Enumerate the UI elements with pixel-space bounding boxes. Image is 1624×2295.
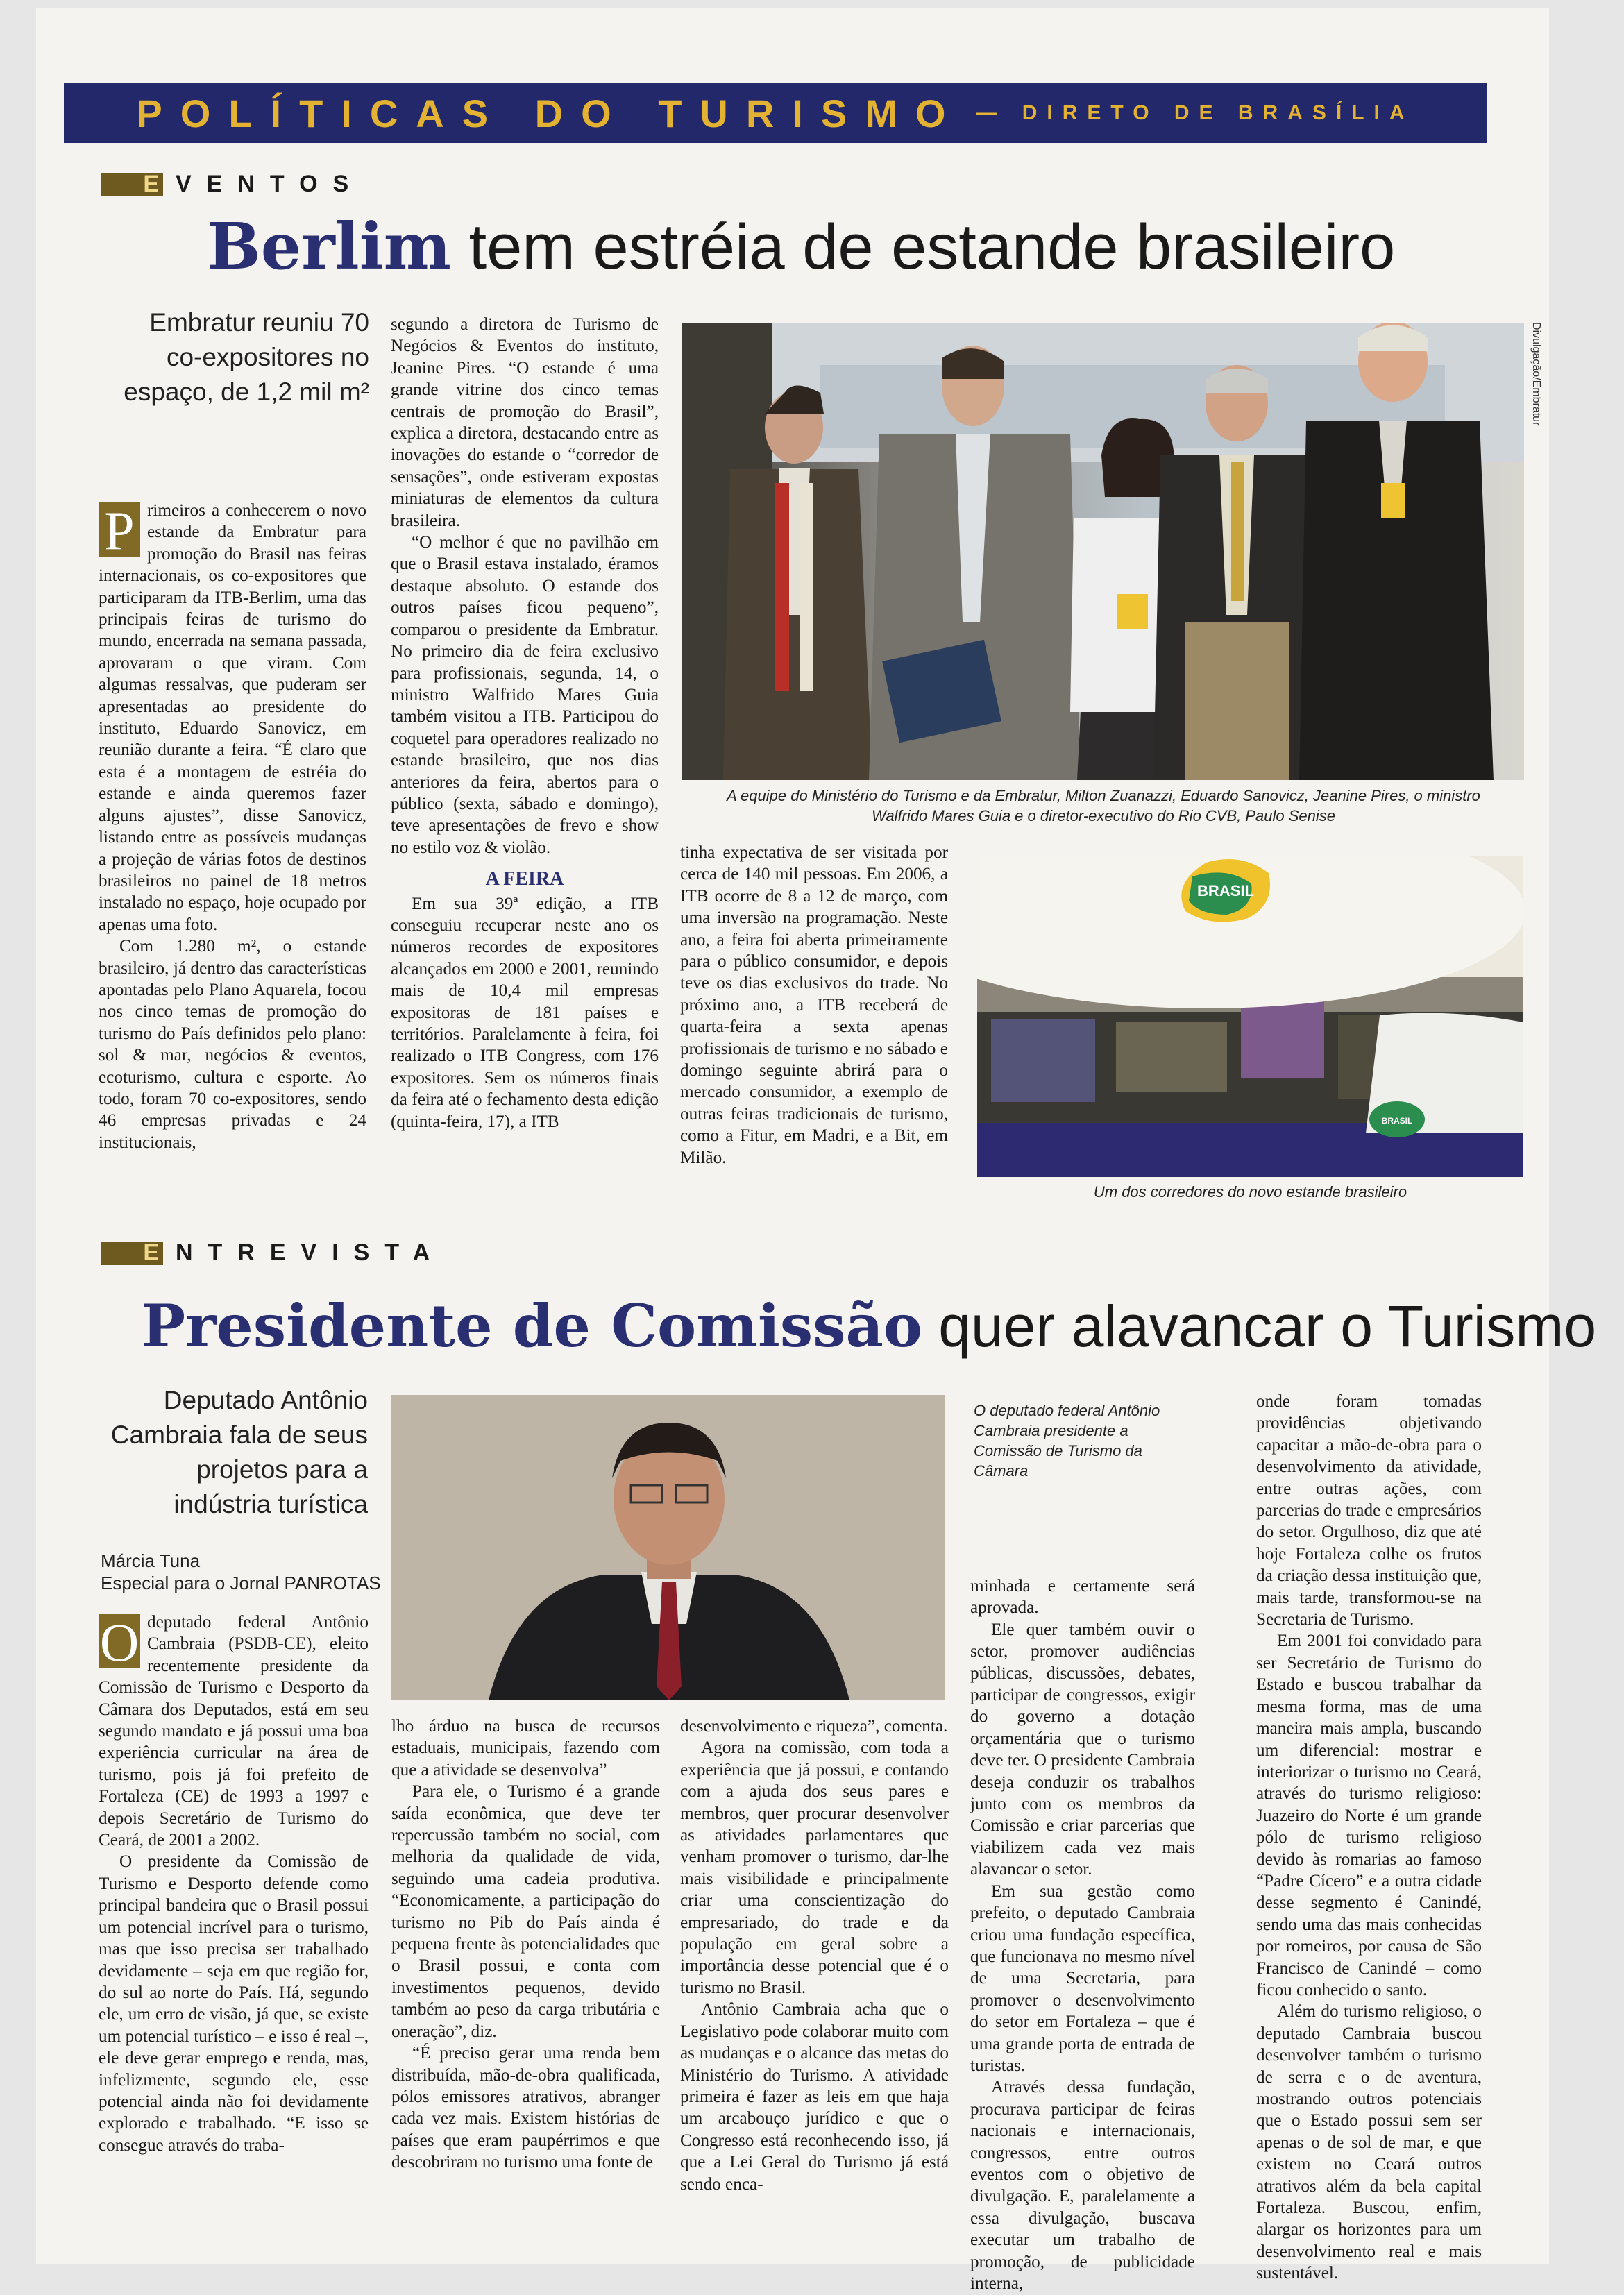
article1-deck: Embratur reuniu 70 co-expositores no espaço, de 1,2 mil m² [124, 308, 369, 406]
photo2-caption: Um dos corredores do novo estande brasileiro [1093, 1183, 1407, 1201]
headline-rest: quer alavancar o Turismo [922, 1294, 1597, 1359]
article2-col4: minhada e certamente será aprovada. Ele quer também ouvir o setor, promover audiências públicas, discussões, debates, participar de congressos, exigir do governo a dotação orçamentária que o turismo deve ter. O presidente Cambraia deseja conduzir os trabalhos junto com os membros da Comissão e criar parcerias que viabilizem cada vez mais alavancar o setor. Em sua gestão como prefeito, o deputado Cambraia criou uma fundação específica, que funcionava no mesmo nível de uma Secretaria, para promover o desenvolvimento do setor em Fortaleza – que é uma grande porta de entrada de turistas. Através dessa fundação, procurava participar de feiras nacionais e internacionais, congressos, entre outros eventos com o objetivo de divulgação. E, paralelamente a essa divulgação, buscava executar um trabalho de promoção, de publicidade interna, [970, 1577, 1195, 2293]
headline-bold: Presidente de Comissão [142, 1292, 922, 1360]
article2-col2: lho árduo na busca de recursos estaduais, municipais, fazendo com que a atividade se desenvolva” Para ele, o Turismo é a grande saída econômica, que deve ter repercussão também no social, com melhoria da qualidade de vida, seguindo uma cadeia produtiva. “Economicamente, a participação do turismo no Pib do País ainda é pequena frente às potencialidades que o Brasil possui, e conta com investimentos pequenos, devido também ao peso da carga tributária e oneração”, diz. “É preciso gerar uma renda bem distribuída, mão-de-obra qualificada, pólos emissores atrativos, abranger cada vez mais. Existem histórias de países que eram paupérrimos e que descobriram no turismo uma fonte de [391, 1717, 660, 2172]
article2-headline [142, 1288, 1596, 1364]
author-role: Especial para o Jornal PANROTAS [101, 1573, 381, 1593]
article2-col5: onde foram tomadas providências objetivando capacitar a mão-de-obra para o desenvolvimento da atividade, entre outras ações, com parcerias do trade e empresários do setor. Orgulhoso, diz que até hoje Fortaleza colhe os frutos da criação dessa instituição que, mais tarde, transformou-se na Secretaria de Turismo. Em 2001 foi convidado para ser Secretário de Turismo do Estado e buscou trabalhar da mesma forma, mas de uma maneira mais ampla, buscando um diferencial: mostrar e interiorizar o turismo no Ceará, através do turismo religioso: Juazeiro do Norte é um grande pólo de turismo religioso devido às romarias ao famoso “Padre Cícero” e a outra cidade desse segmento é Canindé, sendo uma das mais conhecidas por romeiros, por causa de São Francisco de Canindé – como ficou conhecido o santo. Além do turismo religioso, o deputado Cambraia buscou desenvolver também o turismo de serra e o de aventura, mostrando outros potenciais que o Estado possui sem ser apenas o de sol de mar, e que existem no Ceará outros atrativos além da bela capital Fortaleza. Buscou, enfim, alargar os horizontes para um desenvolvimento real e mais sustentável. [1256, 1392, 1482, 2283]
photo-stand-corridor [977, 856, 1523, 1177]
banner-subtitle: — DIRETO DE BRASÍLIA [976, 101, 1414, 124]
subhead-a-feira: A FEIRA [485, 868, 564, 890]
section-tag-eventos [101, 171, 364, 198]
article2-deck: Deputado Antônio Cambraia fala de seus projetos para a indústria turística [110, 1386, 368, 1518]
section-tag-label: NTREVISTA [176, 1239, 446, 1266]
byline [101, 1550, 381, 1594]
section-banner [64, 83, 1487, 143]
photo-credit: Divulgação/Embratur [1530, 322, 1542, 426]
counter-logo: BRASIL [1381, 1116, 1413, 1126]
article1-headline [207, 208, 1395, 285]
article2-col1: O deputado federal Antônio Cambraia (PSDB-CE), eleito recentemente presidente da Comissão de Turismo e Desporto da Câmara dos Deputados, está em seu segundo mandato e já possui uma boa experiência curricular na área de turismo, pois já foi prefeito de Fortaleza (CE) de 1993 a 1997 e depois Secretário de Turismo do Ceará, de 2001 a 2002. O presidente da Comissão de Turismo e Desporto defende como principal bandeira que o Brasil possui um potencial incrível para o turismo, mas que isso precisa ser trabalhado devidamente – seja em que região for, do sul ao norte do País. Há, segundo ele, um erro de visão, já que, se existe um potencial turístico – e isso é real –, ele deve gerar emprego e renda, mas, infelizmente, segundo ele, esse potencial ainda não foi devidamente explorado e trabalhado. “E isso se consegue através do traba- [99, 1612, 369, 2155]
article2-col3: desenvolvimento e riqueza”, comenta. Agora na comissão, com toda a experiência que já possui, e contando com a ajuda dos seus pares e membros, quer procurar desenvolver as atividades parlamentares que venham promover o turismo, dar-lhe mais visibilidade e principalmente criar uma conscientização do empresariado, do trade e da população em geral sobre a importância desse potencial que é o turismo no Brasil. Antônio Cambraia acha que o Legislativo pode colaborar muito com as mudanças e o alcance das metas do Ministério do Turismo. A atividade primeira é fazer as leis em que haja um arcabouço jurídico e que o Congresso está reconhecendo isso, já que a Lei Geral do Turismo já está sendo enca- [680, 1717, 949, 2194]
headline-bold: Berlim [207, 209, 452, 284]
photo1-caption: A equipe do Ministério do Turismo e da Embratur, Milton Zuanazzi, Eduardo Sanovicz, Jeanine Pires, o ministro Walfrido Mares Guia e o diretor-executivo do Rio CVB, Paulo Senise [727, 787, 1480, 824]
section-tag-entrevista [101, 1239, 445, 1267]
dropcap: O [99, 1612, 139, 1672]
author-name: Márcia Tuna [101, 1550, 201, 1571]
stand-sign: BRASIL [1197, 882, 1254, 899]
photo-embratur-team [682, 323, 1524, 780]
banner-title: POLÍTICAS DO TURISMO [136, 91, 964, 135]
article1-col2: segundo a diretora de Turismo de Negócios & Eventos do instituto, Jeanine Pires. “O estande é uma grande vitrine dos cinco temas centrais de promoção do Brasil”, explica a diretora, destacando entre as inovações do estande o “corredor de sensações”, onde estiveram expostas miniaturas de elementos da cultura brasileira. “O melhor é que no pavilhão em que o Brasil estava instalado, éramos destaque absoluto. O estande dos outros países ficou pequeno”, comparou o presidente da Embratur. No primeiro dia de feira exclusivo para profissionais, segunda, 14, o ministro Walfrido Mares Guia também visitou a ITB. Participou do coquetel para operadores realizado no estande brasileiro, que nos dias anteriores da feira, abertos para o público (sexta, sábado e domingo), teve apresentações de frevo e show no estilo voz & violão. A FEIRA Em sua 39ª edição, a ITB conseguiu recuperar neste ano os números recordes de expositores alcançados em 2000 e 2001, reunindo mais de 10,4 mil empresas expositoras de 181 países e territórios. Paralelamente à feira, foi realizado o ITB Congress, com 176 expositores. Sem os números finais da feira até o fechamento desta edição (quinta-feira, 17), a ITB [391, 315, 659, 1131]
section-tag-label: VENTOS [176, 171, 364, 197]
headline-rest: tem estréia de estande brasileiro [451, 212, 1396, 282]
article1-col3: tinha expectativa de ser visitada por cerca de 140 mil pessoas. Em 2006, a ITB ocorre de 8 a 12 de março, com uma inversão na programação. Neste ano, a feira foi aberta primeiramente para o público consumidor, e depois teve os dias exclusivos do trade. No próximo ano, a ITB receberá de quarta-feira a sexta apenas profissionais de turismo e no sábado e domingo seguinte abrirá para o mercado consumidor, a exemplo de outras feiras tradicionais de turismo, como a Fitur, em Madri, e a Bit, em Milão. [680, 843, 948, 1167]
section-tag-letter: E [101, 1242, 163, 1265]
dropcap: P [99, 502, 140, 557]
section-tag-letter: E [101, 173, 163, 196]
article1-col1: P rimeiros a conhecerem o novo estande da Embratur para promoção do Brasil nas feiras internacionais, os co-expositores que participaram da ITB-Berlim, uma das principais feiras de turismo do mundo, encerrada na semana passada, aprovaram o que viram. Com algumas ressalvas, que puderam ser apresentadas ao presidente do instituto, Eduardo Sanovicz, em reunião durante a feira. “É claro que esta é a montagem de estréia do estande e ainda queremos fazer alguns ajustes”, disse Sanovicz, listando entre as possíveis mudanças a projeção de várias fotos de destinos brasileiros no painel de 18 metros instalado no espaço, hoje ocupado por apenas uma foto. Com 1.280 m², o estande brasileiro, já dentro das características apontadas pelo Plano Aquarela, focou nos cinco temas de promoção do turismo do País definidos pelo plano: sol & mar, negócios & eventos, ecoturismo, cultura e esporte. Ao todo, foram 70 co-expositores, sendo 46 empresas privadas e 24 institucionais, [99, 500, 366, 1152]
photo3-caption: O deputado federal Antônio Cambraia presidente a Comissão de Turismo da Câmara [974, 1402, 1160, 1480]
photo-deputy-portrait [391, 1395, 945, 1700]
